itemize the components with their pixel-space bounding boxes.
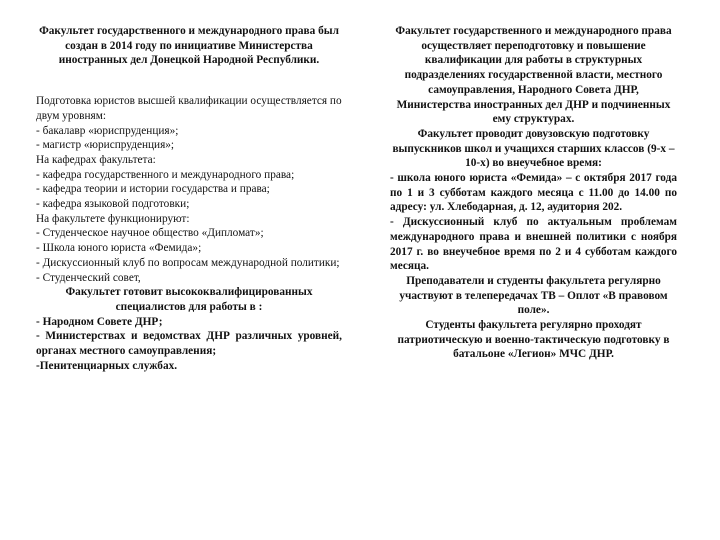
list-item: - кафедра теории и истории государства и права; [36,183,270,196]
list-item: - Студенческий совет, [36,271,141,284]
military-training-paragraph: Студенты факультета регулярно проходят патриотическую и военно-тактическую подготовку в батальоне «Легион» МЧС ДНР. [397,319,670,361]
functions-heading: На факультете функционируют: [36,212,190,225]
list-item: - Студенческое научное общество «Дипломат»; [36,227,264,240]
faculty-intro: Факультет государственного и международного права был создан в 2014 году по инициативе Министерства иностранных дел Донецкой Народной Республики. [39,25,339,67]
list-item: - кафедра государственного и международного права; [36,168,295,181]
right-column [390,24,677,362]
retraining-paragraph: Факультет государственного и международного права осуществляет переподготовку и повышение квалификации для работы в структурных подразделениях государственной власти, местного самоуправления, Народного Совета ДНР, Министерства иностранных дел ДНР и подчиненных ему структурах. [395,25,672,126]
list-item: - бакалавр «юриспруденция»; [36,124,179,137]
list-item: -Пенитенциарных службах. [36,359,178,372]
list-item: - Дискуссионный клуб по вопросам международной политики; [36,256,340,269]
list-item: - Народном Совете ДНР; [36,315,163,328]
left-column [36,24,342,373]
departments-heading: На кафедрах факультета: [36,153,156,166]
club-item: - Дискуссионный клуб по актуальным проблемам международного права и внешней политики с ноября 2017 г. во внеучебное время по 2 и 4 субботам каждого месяца. [390,216,677,273]
pre-university-paragraph: Факультет проводит довузовскую подготовку выпускников школ и учащихся старших классов (9-х – 10-х) во внеучебное время: [392,127,675,170]
list-item: - магистр «юриспруденция»; [36,139,175,152]
list-item: - Школа юного юриста «Фемида»; [36,242,202,255]
school-item: - школа юного юриста «Фемида» – с октября 2017 года по 1 и 3 субботам каждого месяца с 11.00 до 14.00 по адресу: ул. Хлебодарная, д. 12, аудитория 202. [390,172,677,214]
list-item: - кафедра языковой подготовки; [36,198,190,211]
training-levels-text: Подготовка юристов высшей квалификации осуществляется по двум уровням: [36,95,342,122]
list-item: - Министерствах и ведомствах ДНР различных уровней, органах местного самоуправления; [36,330,342,358]
tv-paragraph: Преподаватели и студенты факультета регулярно участвуют в телепередачах ТВ – Оплот «В правовом поле». [399,274,668,317]
prepare-heading: Факультет готовит высококвалифицированных специалистов для работы в : [65,286,313,313]
